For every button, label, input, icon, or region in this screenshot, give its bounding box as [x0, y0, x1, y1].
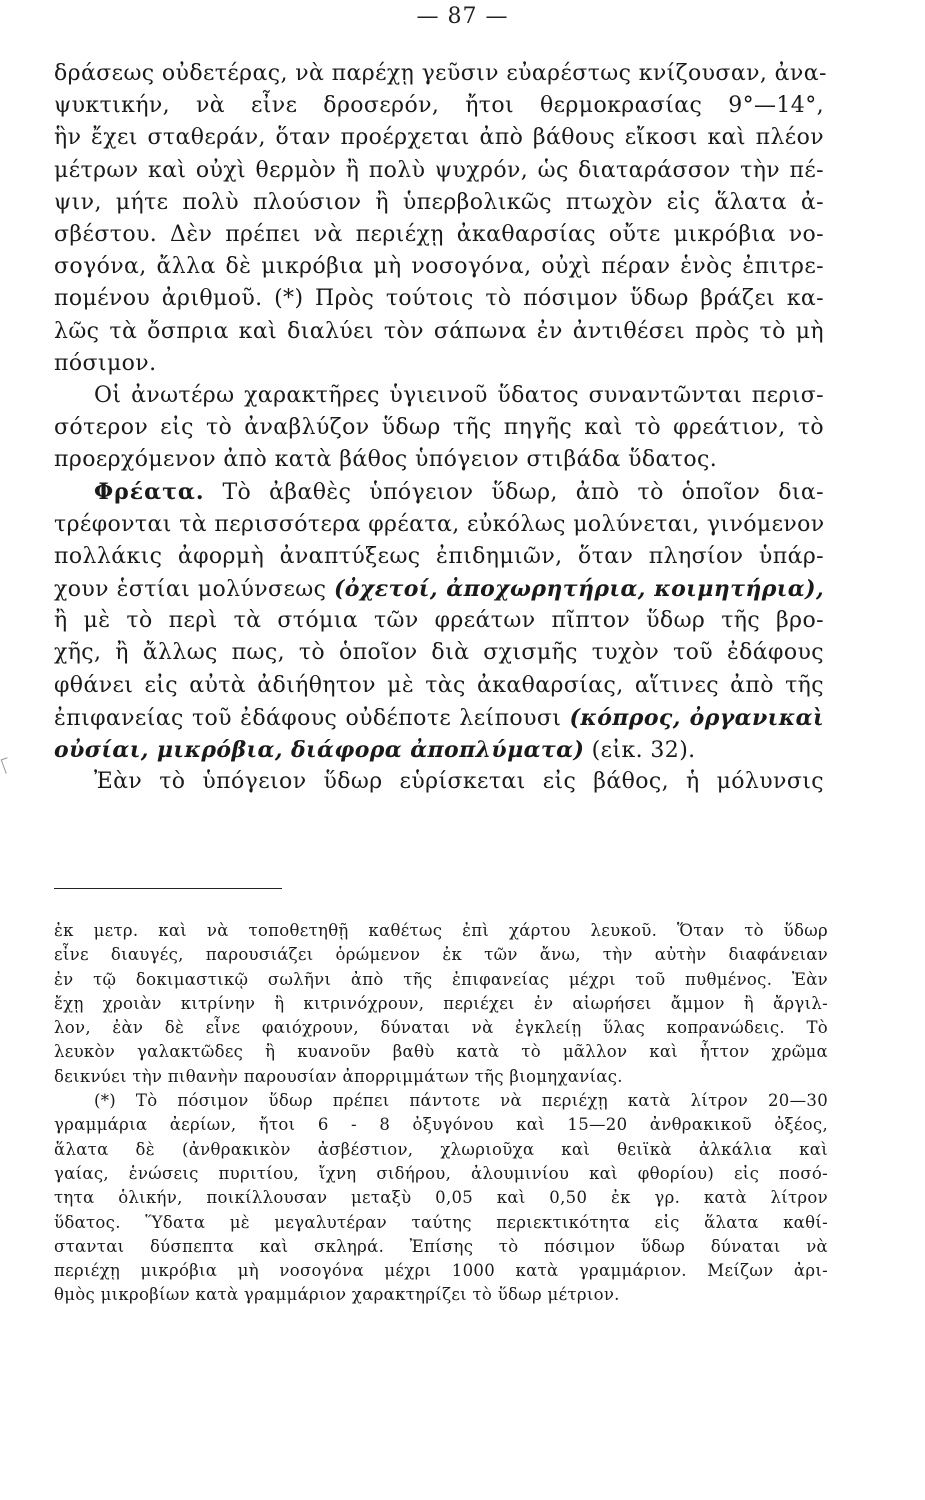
text-run: Τὸ ἀβαθὲς ὑπόγειον ὕδωρ, ἀπὸ τὸ ὁποῖον δια- [204, 480, 824, 506]
text-line: σβέστου. Δὲν πρέπει νὰ περιέχῃ ἀκαθαρσίας οὔτε μικρόβια νο- [54, 221, 824, 247]
text-line: σογόνα, ἄλλα δὲ μικρόβια μὴ νοσογόνα, οὐχὶ πέραν ἑνὸς ἐπιτρε- [54, 254, 824, 280]
footnote-line: (*) Τὸ πόσιμον ὕδωρ πρέπει πάντοτε νὰ περιέχῃ κατὰ λίτρον 20—30 [94, 1091, 828, 1111]
emphasis-text: (ὀχετοί, ἀποχωρητήρια, κοιμητήρια), [334, 576, 824, 602]
footnote-line: τητα ὁλικήν, ποικίλλουσαν μεταξὺ 0,05 καὶ 0,50 ἐκ γρ. κατὰ λίτρον [54, 1188, 828, 1208]
footnote-line: περιέχῃ μικρόβια μὴ νοσογόνα μέχρι 1000 κατὰ γραμμάριον. Μείζων ἀρι- [54, 1261, 828, 1281]
main-text [54, 58, 827, 798]
text-line-heading [54, 476, 824, 508]
margin-mark [1, 757, 13, 773]
emphasis-text: (κόπρος, ὀργανικαὶ [569, 704, 824, 731]
section-heading: Φρέατα. [94, 479, 205, 506]
footnote-line: ἐν τῷ δοκιμαστικῷ σωλῆνι ἀπὸ τῆς ἐπιφανείας μέχρι τοῦ πυθμένος. Ἐὰν [54, 969, 828, 989]
footnote-line: ὕδατος. Ὕδατα μὲ μεγαλυτέραν ταύτης περιεκτικότητα εἰς ἅλατα καθί- [54, 1212, 828, 1232]
footnote-line: δεικνύει τὴν πιθανὴν παρουσίαν ἀπορριμμάτων τῆς βιομηχανίας. [54, 1066, 623, 1086]
text-line: σότερον εἰς τὸ ἀναβλύζον ὕδωρ τῆς πηγῆς καὶ τὸ φρεάτιον, τὸ [54, 415, 824, 441]
text-line: πολλάκις ἀφορμὴ ἀναπτύξεως ἐπιδημιῶν, ὅταν πλησίον ὑπάρ- [54, 543, 824, 569]
text-line: προερχόμενον ἀπὸ κατὰ βάθος ὑπόγειον στιβάδα ὕδατος. [54, 447, 718, 473]
text-line: φθάνει εἰς αὐτὰ ἀδιήθητον μὲ τὰς ἀκαθαρσίας, αἵτινες ἀπὸ τῆς [54, 672, 824, 698]
text-line: μέτρων καὶ οὐχὶ θερμὸν ἢ πολὺ ψυχρόν, ὡς διαταράσσον τὴν πέ- [54, 157, 824, 183]
text-line: χῆς, ἢ ἄλλως πως, τὸ ὁποῖον διὰ σχισμῆς τυχὸν τοῦ ἐδάφους [54, 640, 824, 666]
footnotes [54, 919, 828, 1308]
text-line: τρέφονται τὰ περισσότερα φρέατα, εὐκόλως μολύνεται, γινόμενον [54, 511, 825, 537]
footnote-line: στανται δύσπεπτα καὶ σκληρά. Ἐπίσης τὸ πόσιμον ὕδωρ δύναται νὰ [54, 1236, 828, 1256]
text-run: (εἰκ. 32). [584, 737, 696, 763]
footnote-line: λευκὸν γαλακτῶδες ἢ κυανοῦν βαθὺ κατὰ τὸ μᾶλλον καὶ ἧττον χρῶμα [54, 1042, 828, 1062]
emphasis-text: οὐσίαι, μικρόβια, διάφορα ἀποπλύματα) [54, 736, 585, 763]
text-line: λῶς τὰ ὄσπρια καὶ διαλύει τὸν σάπωνα ἐν ἀντιθέσει πρὸς τὸ μὴ [54, 318, 824, 344]
footnote-rule [54, 888, 282, 889]
text-line: ἣν ἔχει σταθεράν, ὅταν προέρχεται ἀπὸ βάθους εἴκοσι καὶ πλέον [54, 125, 824, 151]
text-line: ἢ μὲ τὸ περὶ τὰ στόμια τῶν φρεάτων πῖπτον ὕδωρ τῆς βρο- [54, 608, 824, 634]
footnote-line: λον, ἐὰν δὲ εἶνε φαιόχρουν, δύναται νὰ ἐγκλείῃ ὕλας κοπρανώδεις. Τὸ [54, 1018, 828, 1038]
footnote-line: θμὸς μικροβίων κατὰ γραμμάριον χαρακτηρίζει τὸ ὕδωρ μέτριον. [54, 1285, 620, 1305]
text-line: δράσεως οὐδετέρας, νὰ παρέχῃ γεῦσιν εὐαρέστως κνίζουσαν, ἀνα- [54, 61, 827, 86]
text-line: πόσιμον. [54, 350, 157, 376]
text-line [54, 573, 824, 605]
text-line: ψυκτικήν, νὰ εἶνε δροσερόν, ἤτοι θερμοκρασίας 9°—14°, [54, 93, 824, 119]
footnote-line: εἶνε διαυγές, παρουσιάζει ὁρώμενον ἐκ τῶν ἄνω, τὴν αὐτὴν διαφάνειαν [54, 945, 828, 965]
text-line: ψιν, μήτε πολὺ πλούσιον ἢ ὑπερβολικῶς πτωχὸν εἰς ἅλατα ἀ- [54, 189, 824, 215]
text-line: Ἐὰν τὸ ὑπόγειον ὕδωρ εὑρίσκεται εἰς βάθος, ἡ μόλυνσις [94, 769, 824, 795]
text-line [54, 702, 824, 734]
footnote-line: ἐκ μετρ. καὶ νὰ τοποθετηθῇ καθέτως ἐπὶ χάρτου λευκοῦ. Ὅταν τὸ ὕδωρ [54, 921, 828, 940]
text-line [54, 734, 824, 766]
footnote-line: γαίας, ἑνώσεις πυριτίου, ἴχνη σιδήρου, ἀλουμινίου καὶ φθορίου) εἰς ποσό- [54, 1163, 828, 1183]
text-line: πομένου ἀριθμοῦ. (*) Πρὸς τούτοις τὸ πόσιμον ὕδωρ βράζει κα- [54, 286, 824, 312]
footnote-line: ἔχῃ χροιὰν κιτρίνην ἢ κιτρινόχρουν, περιέχει ἐν αἰωρήσει ἄμμον ἢ ἄργιλ- [54, 993, 828, 1013]
footnote-line: γραμμάρια ἀερίων, ἤτοι 6 - 8 ὀξυγόνου καὶ 15—20 ἀνθρακικοῦ ὀξέος, [54, 1115, 828, 1135]
text-line: Οἱ ἀνωτέρω χαρακτῆρες ὑγιεινοῦ ὕδατος συναντῶνται περισ- [94, 382, 824, 408]
page-number: — 87 — [416, 4, 509, 29]
footnote-line: ἅλατα δὲ (ἀνθρακικὸν ἀσβέστιον, χλωριοῦχα καὶ θειϊκὰ ἀλκάλια καὶ [54, 1139, 828, 1159]
text-run: ἐπιφανείας τοῦ ἐδάφους οὐδέποτε λείπουσι [54, 705, 570, 731]
text-run: χουν ἑστίαι μολύνσεως [54, 577, 334, 602]
